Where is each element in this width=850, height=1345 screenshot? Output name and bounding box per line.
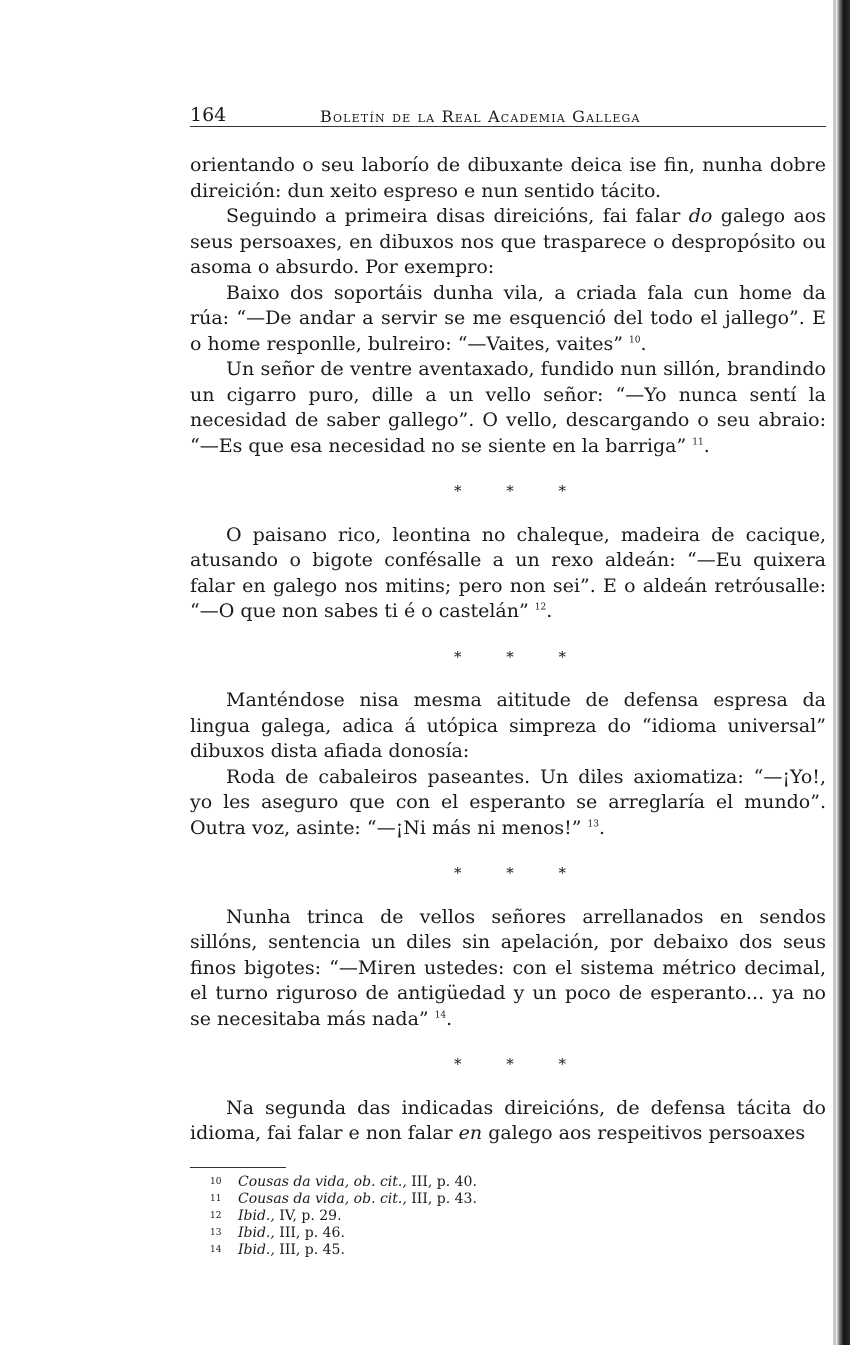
footnote-text: III, p. 40.	[406, 1173, 477, 1190]
emphasis: en	[458, 1122, 483, 1144]
footnote-ref: 12	[534, 602, 547, 613]
footnote	[190, 1191, 826, 1208]
footnote-title: Ibid.,	[238, 1207, 275, 1224]
footnote-title: Ibid.,	[238, 1224, 275, 1241]
footnote-number: 11	[210, 1193, 222, 1204]
footnote-ref: 10	[629, 335, 641, 346]
footnote	[190, 1225, 826, 1242]
section-separator: * * *	[453, 864, 587, 882]
paragraph: O paisano rico, leontina no chaleque, madeira de cacique, atusando o bigote confésalle a un rexo aldeán: “—Eu quixera falar en galego nos mitins; pero non sei”. E o aldeán retróusalle: “—O que non sabes ti é o castelán” $^{12}$.	[190, 523, 826, 622]
paragraph: Baixo dos soportáis dunha vila, a criada fala cun home da rúa: “—De andar a servir se me esquenció del todo el jallego”. E o home responlle, bulreiro: “—Vaites, vaites” $^{10}$.	[190, 281, 826, 355]
section-separator: * * *	[453, 1055, 587, 1073]
footnotes	[190, 1167, 826, 1259]
body-text	[190, 153, 826, 1147]
page-binding-edge	[836, 0, 850, 1345]
paragraph: Un señor de ventre aventaxado, fundido nun sillón, brandindo un cigarro puro, dille a un vello señor: “—Yo nunca sentí la necesidad de saber gallego”. O vello, descargando o seu abraio: “—Es que esa necesidad no se siente en la barriga” $^{11}$.	[190, 358, 826, 457]
paragraph: Seguindo a primeira disas direicións, fai falar do galego aos seus persoaxes, en dibuxos nos que trasparece o despropósito ou asoma o absurdo. Por exempro:	[190, 205, 826, 278]
footnote-title: Ibid.,	[238, 1241, 275, 1258]
section-separator: * * *	[453, 647, 587, 666]
footnote-number: 13	[210, 1227, 222, 1238]
footnote-rule	[190, 1167, 286, 1168]
paragraph: Manténdose nisa mesma aititude de defensa espresa da lingua galega, adica á utópica simpreza do “idioma universal” dibuxos dista afiada donosía:	[190, 689, 826, 762]
footnote-title: Cousas da vida, ob. cit.,	[238, 1173, 407, 1190]
page-number: 164	[190, 104, 227, 126]
footnote-number: 10	[210, 1176, 222, 1187]
footnote-title: Cousas da vida, ob. cit.,	[238, 1190, 407, 1207]
footnote	[190, 1242, 826, 1259]
footnote-ref: 11	[692, 437, 704, 448]
paragraph: Nunha trinca de vellos señores arrellanados en sendos sillóns, sentencia un diles sin apelación, por debaixo dos seus finos bigotes: “—Miren ustedes: con el sistema métrico decimal, el turno riguroso de antigüedad y un poco de esperanto... ya no se necesitaba más nada” $^{14}$.	[190, 905, 826, 1030]
footnote-number: 14	[210, 1244, 222, 1255]
footnote-number: 12	[210, 1210, 222, 1221]
page-header	[190, 96, 826, 127]
section-separator: * * *	[453, 482, 587, 500]
paragraph: orientando o seu laborío de dibuxante deica ise fin, nunha dobre direición: dun xeito espreso e nun sentido tácito.	[190, 154, 826, 202]
footnote-ref: 14	[434, 1010, 447, 1021]
footnote-text: III, p. 43.	[406, 1190, 477, 1207]
book-page	[190, 96, 826, 1259]
footnote-ref: 13	[587, 819, 599, 830]
footnote-text: IV, p. 29.	[274, 1207, 342, 1224]
running-title: Boletín de la Real Academia Gallega	[320, 107, 641, 126]
footnote	[190, 1174, 826, 1191]
emphasis: do	[688, 205, 713, 227]
paragraph: Roda de cabaleiros paseantes. Un diles axiomatiza: “—¡Yo!, yo les aseguro que con el esperanto se arreglaría el mundo”. Outra voz, asinte: “—¡Ni más ni menos!” $^{13}$.	[190, 765, 826, 839]
footnote-text: III, p. 46.	[274, 1224, 345, 1241]
paragraph: Na segunda das indicadas direicións, de defensa tácita do idioma, fai falar e non falar en galego aos respeitivos persoaxes	[190, 1096, 826, 1144]
footnote-text: III, p. 45.	[274, 1241, 345, 1258]
footnote	[190, 1208, 826, 1225]
